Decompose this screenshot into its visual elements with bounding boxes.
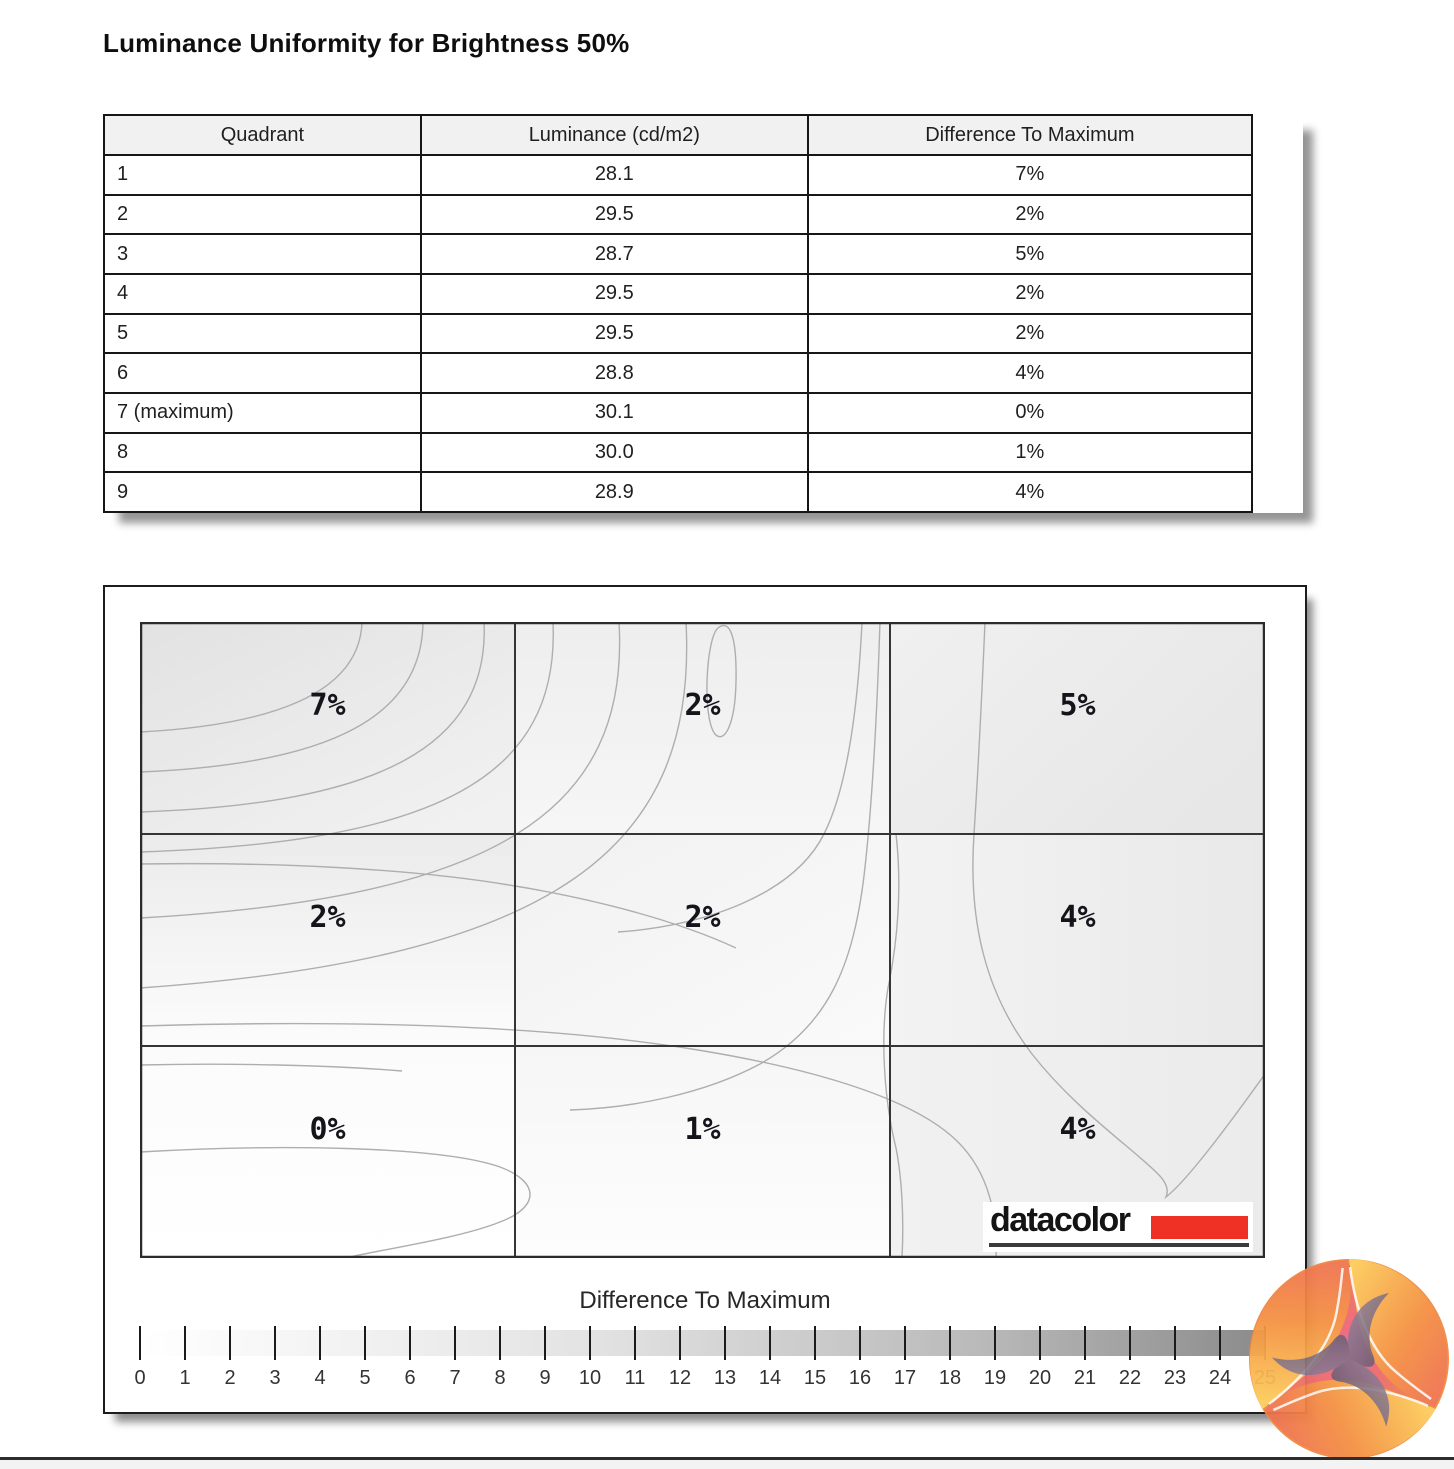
colorbar-tick [904,1326,906,1360]
colorbar-tick [769,1326,771,1360]
table-row [104,195,1252,235]
difference-cell: 0% [808,393,1252,433]
colorbar-tick [994,1326,996,1360]
colorbar-tick-label: 12 [668,1367,692,1389]
difference-cell: 1% [808,433,1252,473]
uniformity-table [103,114,1253,513]
colorbar-gradient [140,1330,1266,1356]
table-row [104,274,1252,314]
table-row [104,234,1252,274]
colorbar-tick-label: 23 [1163,1367,1187,1389]
bottom-strip [0,1460,1454,1469]
colorbar-tick-label: 6 [404,1367,416,1389]
colorbar-tick-label: 0 [134,1367,146,1389]
colorbar-tick [1129,1326,1131,1360]
colorbar-tick-label: 13 [713,1367,737,1389]
colorbar-tick [229,1326,231,1360]
cell-label-q5: 2% [684,900,721,935]
colorbar-tick [1174,1326,1176,1360]
contour-plot [140,622,1265,1258]
quadrant-cell: 5 [104,314,421,354]
colorbar-tick [1219,1326,1221,1360]
colorbar-tick [139,1326,141,1360]
luminance-cell: 29.5 [421,314,808,354]
colorbar-tick [319,1326,321,1360]
luminance-cell: 30.1 [421,393,808,433]
difference-cell: 2% [808,195,1252,235]
colorbar-tick-label: 9 [539,1367,551,1389]
table-row [104,353,1252,393]
table-row [104,393,1252,433]
colorbar-tick-label: 5 [359,1367,371,1389]
luminance-cell: 28.8 [421,353,808,393]
colorbar-tick-label: 10 [578,1367,602,1389]
colorbar-tick-label: 3 [269,1367,281,1389]
colorbar-tick [274,1326,276,1360]
uniformity-chart-panel [103,585,1307,1414]
quadrant-cell: 1 [104,155,421,195]
luminance-cell: 30.0 [421,433,808,473]
cell-label-q7: 0% [309,1112,346,1147]
colorbar-tick [499,1326,501,1360]
colorbar-tick [634,1326,636,1360]
colorbar-tick-label: 2 [224,1367,236,1389]
table-row [104,314,1252,354]
cell-label-q6: 4% [1059,900,1096,935]
colorbar-tick-label: 14 [758,1367,782,1389]
difference-cell: 4% [808,353,1252,393]
col-header-quadrant: Quadrant [104,115,421,155]
colorbar-tick [814,1326,816,1360]
kitguru-swirl-logo [1243,1253,1454,1465]
cell-label-q8: 1% [684,1112,721,1147]
difference-cell: 2% [808,314,1252,354]
quadrant-cell: 6 [104,353,421,393]
difference-cell: 5% [808,234,1252,274]
colorbar-tick [589,1326,591,1360]
difference-cell: 4% [808,472,1252,512]
colorbar-tick-label: 15 [803,1367,827,1389]
cell-label-q2: 2% [684,688,721,723]
colorbar-tick [544,1326,546,1360]
colorbar-tick [1039,1326,1041,1360]
colorbar-tick-label: 20 [1028,1367,1052,1389]
quadrant-cell: 4 [104,274,421,314]
quadrant-cell: 2 [104,195,421,235]
colorbar-tick-label: 24 [1208,1367,1232,1389]
colorbar-tick-label: 22 [1118,1367,1142,1389]
luminance-cell: 28.1 [421,155,808,195]
colorbar-tick [184,1326,186,1360]
table-row [104,155,1252,195]
cell-label-q1: 7% [309,688,346,723]
quadrant-cell: 7 (maximum) [104,393,421,433]
colorbar-tick [409,1326,411,1360]
colorbar-tick [949,1326,951,1360]
difference-cell: 2% [808,274,1252,314]
quadrant-cell: 8 [104,433,421,473]
colorbar-tick [454,1326,456,1360]
colorbar-tick [679,1326,681,1360]
cell-label-q9: 4% [1059,1112,1096,1147]
colorbar-tick-label: 16 [848,1367,872,1389]
table-header-row [104,115,1252,155]
cell-label-q4: 2% [309,900,346,935]
datacolor-logo-red-bar [1151,1216,1248,1239]
colorbar-tick-label: 1 [179,1367,191,1389]
col-header-difference: Difference To Maximum [808,115,1252,155]
colorbar-tick-label: 7 [449,1367,461,1389]
colorbar-title: Difference To Maximum [579,1287,831,1314]
colorbar-tick-label: 11 [624,1367,646,1389]
colorbar-tick-label: 19 [983,1367,1007,1389]
page-title: Luminance Uniformity for Brightness 50% [103,28,630,58]
colorbar-tick-label: 4 [314,1367,326,1389]
quadrant-cell: 9 [104,472,421,512]
luminance-cell: 29.5 [421,195,808,235]
datacolor-logo-text: datacolor [990,1201,1130,1239]
cell-label-q3: 5% [1059,688,1096,723]
difference-cell: 7% [808,155,1252,195]
datacolor-logo-underline [989,1243,1249,1247]
colorbar-tick-label: 21 [1073,1367,1097,1389]
uniformity-table-panel [103,114,1303,513]
quadrant-cell: 3 [104,234,421,274]
colorbar-tick [364,1326,366,1360]
colorbar-tick [1084,1326,1086,1360]
luminance-cell: 29.5 [421,274,808,314]
colorbar-tick-label: 8 [494,1367,506,1389]
luminance-cell: 28.7 [421,234,808,274]
table-row [104,433,1252,473]
luminance-cell: 28.9 [421,472,808,512]
col-header-luminance: Luminance (cd/m2) [421,115,808,155]
colorbar-tick [724,1326,726,1360]
colorbar-tick [859,1326,861,1360]
table-row [104,472,1252,512]
colorbar-tick-label: 17 [893,1367,917,1389]
datacolor-logo [983,1202,1253,1252]
colorbar-tick-label: 18 [938,1367,962,1389]
